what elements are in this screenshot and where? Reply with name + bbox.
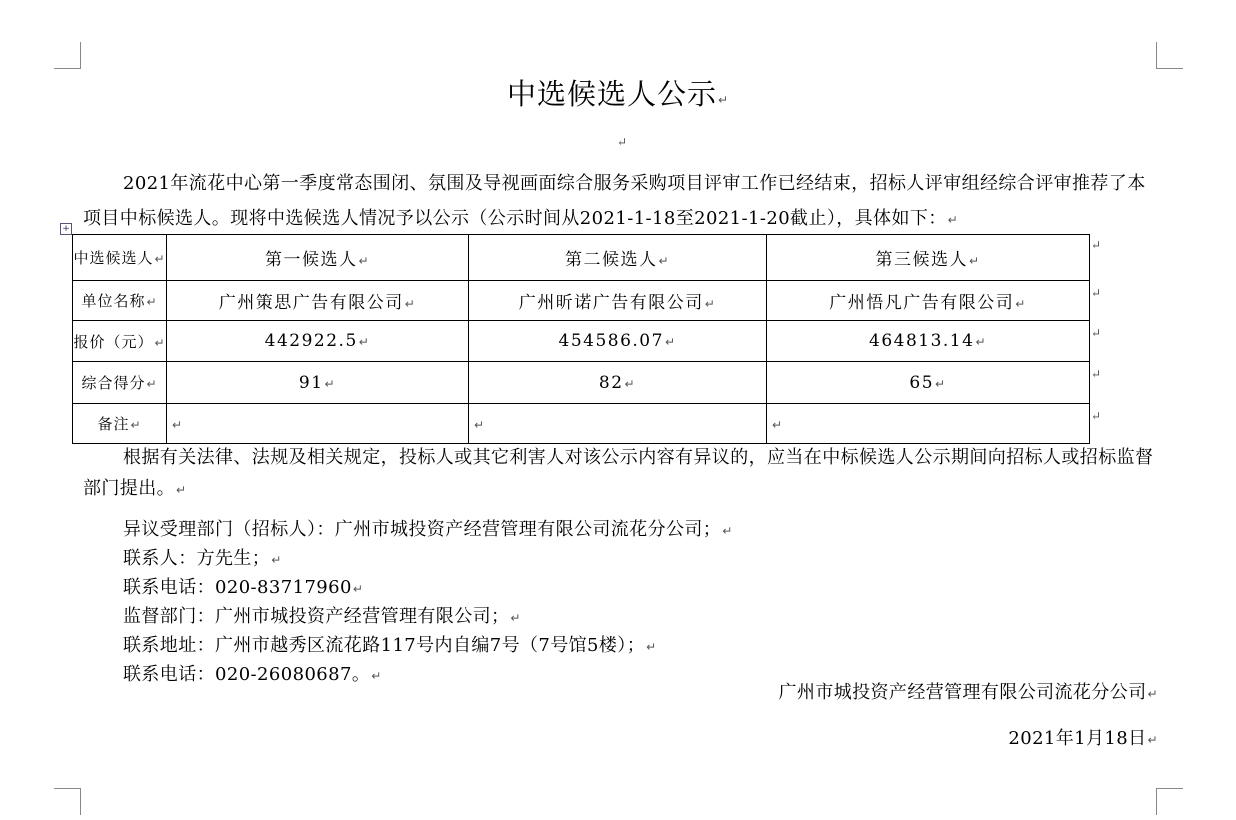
- cell-mark-icon: ↵: [975, 335, 987, 349]
- paragraph-mark-icon: ↵: [646, 640, 657, 654]
- intro-paragraph: [83, 166, 1158, 238]
- header-label: 第一候选人: [264, 250, 358, 270]
- crop-mark-top-right: [1156, 42, 1183, 69]
- cell-mark-icon: ↵: [935, 376, 947, 391]
- cell-mark-icon: ↵: [658, 254, 671, 268]
- cell-mark-icon: ↵: [130, 418, 142, 432]
- row-end-mark-icon: ↵: [1091, 238, 1102, 252]
- contact-line-text: 监督部门：广州市城投资产经营管理有限公司；: [123, 606, 510, 627]
- cell-mark-icon: ↵: [474, 417, 486, 432]
- contact-line: [83, 574, 1158, 603]
- paragraph-mark-icon: ↵: [1147, 733, 1158, 747]
- contact-line-text: 联系人：方先生；: [123, 548, 271, 569]
- cell-value: 广州昕诺广告有限公司: [518, 293, 704, 313]
- row-end-mark-icon: ↵: [1091, 286, 1102, 300]
- candidate-table: [72, 234, 1090, 444]
- signature: [779, 678, 1158, 704]
- table-header-cell[interactable]: [73, 235, 167, 281]
- cell-value: 广州悟凡广告有限公司: [829, 293, 1015, 313]
- table-cell[interactable]: [767, 362, 1090, 404]
- cell-mark-icon: ↵: [968, 254, 981, 268]
- paragraph-mark-icon: ↵: [947, 213, 959, 227]
- row-label-cell[interactable]: [73, 404, 167, 444]
- cell-value: 65: [909, 372, 935, 393]
- row-label: 综合得分: [81, 374, 146, 392]
- crop-mark-bottom-left: [54, 788, 81, 815]
- crop-mark-top-left: [54, 42, 81, 69]
- contact-line: [83, 632, 1158, 661]
- cell-value: 464813.14: [869, 331, 975, 351]
- cell-mark-icon: ↵: [664, 335, 677, 349]
- contact-line-text: 联系电话：020-26080687。: [123, 664, 371, 685]
- header-label: 第二候选人: [564, 250, 658, 270]
- table-row: [73, 281, 1090, 321]
- table-row: [73, 321, 1090, 362]
- row-end-mark-icon: ↵: [1091, 326, 1102, 340]
- cell-mark-icon: ↵: [772, 417, 784, 432]
- cell-value: 442922.5: [264, 331, 358, 351]
- table-header-cell[interactable]: [167, 235, 469, 281]
- cell-value: 91: [298, 372, 324, 393]
- row-label-cell[interactable]: [73, 321, 167, 362]
- title-text: 中选候选人公示: [506, 77, 717, 111]
- cell-mark-icon: ↵: [358, 335, 371, 349]
- paragraph-mark-icon: ↵: [1147, 687, 1158, 701]
- table-row: [73, 404, 1090, 444]
- document-date: [1008, 724, 1158, 750]
- table-cell[interactable]: [767, 404, 1090, 444]
- table-cell[interactable]: [167, 321, 469, 362]
- contact-line: [83, 516, 1158, 545]
- row-label: 备注: [97, 415, 130, 433]
- paragraph-mark-icon: ↵: [176, 483, 187, 497]
- table-cell[interactable]: [469, 404, 767, 444]
- cell-value: 82: [598, 372, 624, 393]
- paragraph-mark-icon: ↵: [617, 135, 628, 149]
- paragraph-mark-icon: ↵: [271, 553, 282, 567]
- row-label: 报价（元）: [73, 332, 154, 351]
- table-cell[interactable]: [469, 321, 767, 362]
- cell-value: 454586.07: [558, 331, 664, 351]
- table-cell[interactable]: [767, 321, 1090, 362]
- cell-mark-icon: ↵: [358, 254, 371, 268]
- contact-line-text: 联系电话：020-83717960: [123, 577, 352, 598]
- contact-line-text: 联系地址：广州市越秀区流花路117号内自编7号（7号馆5楼）；: [123, 635, 646, 656]
- intro-text: 2021年流花中心第一季度常态围闭、氛围及导视画面综合服务采购项目评审工作已经结束，招标人评审组经综合评审推荐了本项目中标候选人。现将中选候选人情况予以公示（公示时间从2021-1-18至2021-1-20截止），具体如下：: [83, 173, 1146, 229]
- contact-line-text: 异议受理部门（招标人）：广州市城投资产经营管理有限公司流花分公司；: [123, 519, 722, 540]
- table-header-row: [73, 235, 1090, 281]
- row-label: 单位名称: [81, 292, 146, 310]
- table-header-cell[interactable]: [767, 235, 1090, 281]
- date-text: 2021年1月18日: [1008, 728, 1147, 749]
- paragraph-mark-icon: ↵: [352, 582, 364, 596]
- table-row: [73, 362, 1090, 404]
- signature-text: 广州市城投资产经营管理有限公司流花分公司: [778, 682, 1147, 703]
- table-cell[interactable]: [767, 281, 1090, 321]
- row-end-mark-icon: ↵: [1091, 367, 1102, 381]
- cell-value: 广州策思广告有限公司: [218, 293, 404, 313]
- cell-mark-icon: ↵: [154, 335, 166, 350]
- paragraph-mark-icon: ↵: [371, 669, 382, 683]
- table-cell[interactable]: [167, 362, 469, 404]
- crop-mark-bottom-right: [1156, 788, 1183, 815]
- table-cell[interactable]: [167, 404, 469, 444]
- cell-mark-icon: ↵: [172, 417, 184, 432]
- paragraph-mark-icon: ↵: [717, 93, 730, 107]
- cell-mark-icon: ↵: [1015, 297, 1027, 311]
- cell-mark-icon: ↵: [154, 252, 166, 266]
- notice-body: [83, 442, 1158, 690]
- table-move-handle-icon[interactable]: +: [60, 223, 72, 235]
- contact-line: [83, 603, 1158, 632]
- cell-mark-icon: ↵: [704, 297, 717, 311]
- table-header-cell[interactable]: [469, 235, 767, 281]
- objection-text: 根据有关法律、法规及相关规定，投标人或其它利害人对该公示内容有异议的，应当在中标候选人公示期间向招标人或招标监督部门提出。: [83, 447, 1154, 499]
- row-label-cell[interactable]: [73, 362, 167, 404]
- cell-mark-icon: ↵: [146, 377, 158, 391]
- header-label: 中选候选人: [73, 249, 154, 267]
- table-cell[interactable]: [469, 281, 767, 321]
- table-cell[interactable]: [469, 362, 767, 404]
- paragraph-mark-icon: ↵: [722, 524, 733, 538]
- contact-line: [83, 545, 1158, 574]
- row-label-cell[interactable]: [73, 281, 167, 321]
- cell-mark-icon: ↵: [624, 376, 637, 391]
- row-end-mark-icon: ↵: [1091, 409, 1102, 423]
- objection-paragraph: [83, 442, 1158, 506]
- table-cell[interactable]: [167, 281, 469, 321]
- cell-mark-icon: ↵: [404, 297, 417, 311]
- page-title: [0, 72, 1236, 113]
- cell-mark-icon: ↵: [324, 376, 337, 391]
- header-label: 第三候选人: [875, 250, 968, 270]
- paragraph-mark-icon: ↵: [510, 611, 521, 625]
- cell-mark-icon: ↵: [146, 295, 158, 309]
